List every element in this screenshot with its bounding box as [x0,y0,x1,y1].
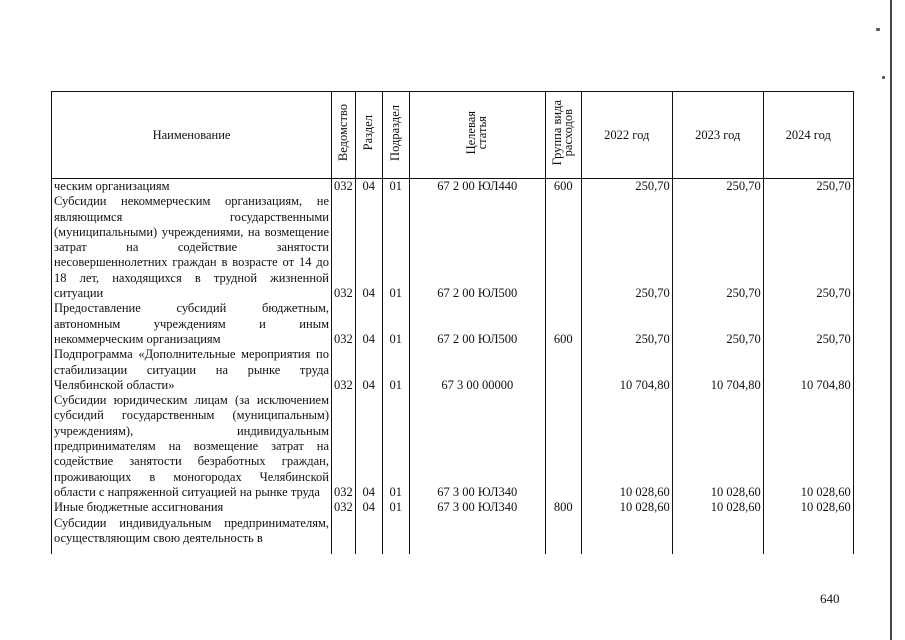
row-ved: 032 [332,500,356,515]
row-2024: 250,70 [763,179,853,195]
table-row [52,500,854,515]
row-ved [332,516,356,547]
row-razdel: 04 [355,194,382,301]
row-podrazdel: 01 [382,301,409,347]
row-2023: 10 028,60 [672,500,763,515]
row-razdel: 04 [355,179,382,195]
row-2022: 250,70 [581,301,672,347]
row-2024: 10 028,60 [763,500,853,515]
row-2022: 10 028,60 [581,500,672,515]
row-razdel: 04 [355,393,382,500]
row-name: ческим организациям [52,179,332,195]
row-2022: 250,70 [581,179,672,195]
row-2023 [672,516,763,547]
row-group: 600 [545,301,581,347]
header-target-article: Целевая статья [409,92,545,179]
row-podrazdel: 01 [382,500,409,515]
row-2024 [763,516,853,547]
header-row [52,92,854,179]
row-name: Подпрограмма «Дополнительные мероприятия по стабилизации ситуации на рынке труда Челябинской области» [52,347,332,393]
row-group [545,194,581,301]
row-group [545,516,581,547]
header-2022: 2022 год [581,92,672,179]
row-group: 800 [545,500,581,515]
row-name: Субсидии некоммерческим организациям, не являющимся государственными (муниципальными) учреждениями, на возмещение затрат на содействие занятости несовершеннолетних граждан в возрасте от 14 до 18 лет, находящихся в трудной жизненной ситуации [52,194,332,301]
header-expense-group: Группа вида расходов [545,92,581,179]
row-podrazdel: 01 [382,179,409,195]
row-ved: 032 [332,301,356,347]
header-2023: 2023 год [672,92,763,179]
row-name: Субсидии юридическим лицам (за исключением субсидий государственным (муниципальным) учреждениям), индивидуальным предпринимателям на возмещение затрат на содействие занятости безработных граждан, проживающих в моногородах Челябинской области с напряженной ситуацией на рынке труда [52,393,332,500]
row-ved: 032 [332,393,356,500]
row-2024: 10 704,80 [763,347,853,393]
header-vedomstvo: Ведомство [332,92,356,179]
row-2024: 10 028,60 [763,393,853,500]
row-group [545,393,581,500]
row-podrazdel: 01 [382,393,409,500]
header-podrazdel: Подраздел [382,92,409,179]
row-ved: 032 [332,194,356,301]
row-target: 67 3 00 00000 [409,347,545,393]
row-razdel: 04 [355,347,382,393]
header-name: Наименование [52,92,332,179]
table-row [52,179,854,195]
scan-edge-line [890,0,892,640]
row-2024: 250,70 [763,194,853,301]
row-name: Субсидии индивидуальным предпринимателям, осуществляющим свою деятельность в [52,516,332,547]
row-podrazdel [382,516,409,547]
row-razdel: 04 [355,301,382,347]
row-group [545,347,581,393]
row-target: 67 2 00 ЮЛ500 [409,194,545,301]
row-2023: 250,70 [672,301,763,347]
scan-speck [882,76,885,79]
table-row [52,516,854,547]
row-2022 [581,516,672,547]
row-2022: 10 028,60 [581,393,672,500]
row-2023: 250,70 [672,194,763,301]
table-row [52,194,854,301]
table-row [52,393,854,500]
row-target: 67 3 00 ЮЛ340 [409,393,545,500]
row-2023: 250,70 [672,179,763,195]
row-target: 67 2 00 ЮЛ500 [409,301,545,347]
row-podrazdel: 01 [382,194,409,301]
row-name: Предоставление субсидий бюджетным, автономным учреждениям и иным некоммерческим организациям [52,301,332,347]
row-target: 67 2 00 ЮЛ440 [409,179,545,195]
row-target: 67 3 00 ЮЛ340 [409,500,545,515]
row-razdel: 04 [355,500,382,515]
page-number: 640 [820,591,840,606]
row-2022: 250,70 [581,194,672,301]
row-ved: 032 [332,179,356,195]
row-group: 600 [545,179,581,195]
row-podrazdel: 01 [382,347,409,393]
table-row [52,301,854,347]
row-2023: 10 704,80 [672,347,763,393]
row-2024: 250,70 [763,301,853,347]
row-2022: 10 704,80 [581,347,672,393]
header-2024: 2024 год [763,92,853,179]
row-razdel [355,516,382,547]
table-row [52,347,854,393]
budget-table [51,91,854,554]
row-target [409,516,545,547]
row-ved: 032 [332,347,356,393]
row-2023: 10 028,60 [672,393,763,500]
scan-speck [876,28,880,31]
header-razdel: Раздел [355,92,382,179]
table-tail [52,546,854,554]
row-name: Иные бюджетные ассигнования [52,500,332,515]
